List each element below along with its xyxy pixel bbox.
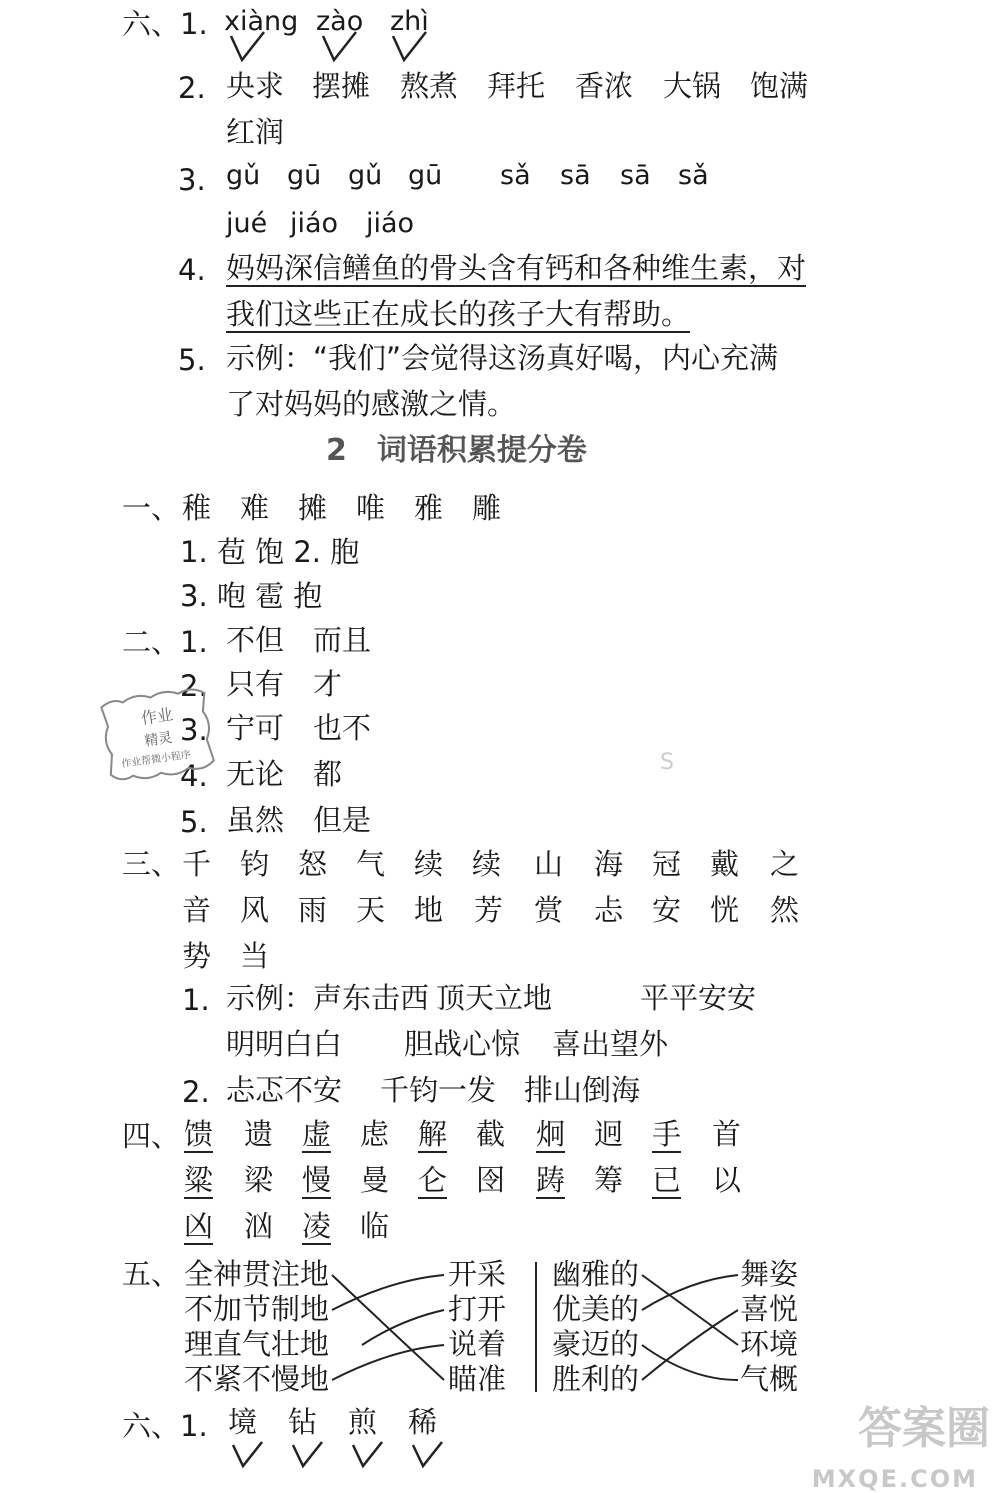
match-adj: 优美的 [552, 1292, 640, 1326]
char: 怒 [298, 847, 328, 881]
char: 煎 [348, 1405, 378, 1439]
match-left: 理直气壮地 [184, 1327, 330, 1361]
char: 凌 [302, 1209, 332, 1243]
match-line [642, 1345, 738, 1380]
stamp-mid: 精灵 [143, 729, 174, 750]
pinyin: sǎ [500, 160, 531, 191]
char: 摊 [298, 491, 328, 525]
word: 香浓 [575, 69, 634, 103]
match-mid: 开采 [448, 1257, 507, 1291]
match-left: 全神贯注地 [184, 1257, 330, 1291]
match-line [642, 1275, 738, 1310]
char: 然 [770, 893, 800, 927]
pinyin: sā [620, 160, 651, 191]
char: 虑 [360, 1117, 390, 1151]
answer-line: 胆战心惊 [404, 1027, 521, 1061]
pinyin: gū [287, 160, 322, 191]
answer-line: 无论 都 [226, 757, 343, 791]
char: 梁 [244, 1163, 274, 1197]
char: 忐 [594, 893, 624, 927]
pinyin: gū [408, 160, 443, 191]
answer-line: 3. 咆 雹 抱 [180, 579, 323, 613]
watermark-url: MXQE.COM [811, 1465, 978, 1493]
char: 境 [228, 1405, 258, 1439]
section-label-4: 四、 [122, 1119, 181, 1153]
char: 千 [182, 847, 212, 881]
char: 续 [414, 847, 444, 881]
match-adj: 豪迈的 [552, 1327, 640, 1361]
char: 解 [418, 1117, 448, 1151]
answer-line: 虽然 但是 [226, 803, 372, 837]
char: 馈 [184, 1117, 214, 1151]
char: 筹 [594, 1163, 624, 1197]
match-mid: 打开 [448, 1292, 507, 1326]
match-adj: 幽雅的 [552, 1257, 640, 1291]
check-mark-icon [350, 1440, 386, 1470]
answer-line: 顶天立地 [436, 981, 553, 1015]
stamp-bottom: 作业帮微小程序 [120, 749, 192, 771]
word: 红润 [226, 115, 285, 149]
section-title: 2 词语积累提分卷 [326, 433, 587, 468]
pinyin-2: zào [316, 6, 364, 37]
char: 截 [476, 1117, 506, 1151]
answer-line: 不但 而且 [226, 623, 372, 657]
match-line [332, 1275, 444, 1380]
match-right: 喜悦 [740, 1292, 799, 1326]
answer-line: 平平安安 [640, 981, 757, 1015]
word: 大锅 [663, 69, 722, 103]
stamp-top: 作业 [139, 704, 175, 728]
match-right: 气概 [740, 1362, 799, 1396]
char: 慢 [302, 1163, 332, 1197]
word: 央求 [226, 69, 285, 103]
answer-sentence: 妈妈深信鳝鱼的骨头含有钙和各种维生素，对 [226, 251, 807, 285]
q-num: 2. [178, 71, 206, 105]
watermark-logo: 答案圈 [858, 1403, 990, 1454]
char: 粱 [184, 1163, 214, 1197]
answer-line: 1. 苞 饱 2. 胞 [180, 535, 360, 569]
answer-sentence: 示例：“我们”会觉得这汤真好喝，内心充满 [226, 341, 779, 375]
match-line [332, 1275, 444, 1310]
char: 钻 [288, 1405, 318, 1439]
answer-sentence: 了对妈妈的感激之情。 [226, 387, 517, 421]
pinyin: jiáo [290, 208, 339, 239]
char: 手 [652, 1117, 682, 1151]
word: 饱满 [750, 69, 809, 103]
char: 唯 [356, 491, 386, 525]
q-num: 5. [180, 805, 208, 839]
match-right: 舞姿 [740, 1257, 799, 1291]
answer-line: 示例：声东击西 [226, 981, 430, 1015]
answer-line: 喜出望外 [552, 1027, 669, 1061]
match-mid: 说着 [448, 1327, 507, 1361]
word: 拜托 [487, 69, 546, 103]
q-num: 3. [180, 713, 208, 747]
char: 稚 [182, 491, 212, 525]
section-label-3: 三、 [122, 847, 181, 881]
q-num: 4. [178, 253, 206, 287]
match-line [332, 1345, 444, 1380]
char: 首 [712, 1117, 742, 1151]
char: 势 [182, 939, 212, 973]
q-num: 1. [182, 983, 210, 1017]
answer-line: 明明白白 [226, 1027, 343, 1061]
pinyin: gǔ [226, 160, 261, 191]
q-num: 2. [180, 669, 208, 703]
pinyin: sǎ [678, 160, 709, 191]
q-num: 4. [180, 759, 208, 793]
pinyin: jué [226, 208, 268, 239]
q-num: 5. [178, 343, 206, 377]
char: 稀 [408, 1405, 438, 1439]
check-mark-icon [410, 1440, 446, 1470]
char: 戴 [710, 847, 740, 881]
char: 炯 [536, 1117, 566, 1151]
char: 钧 [240, 847, 270, 881]
q-num: 3. [178, 163, 206, 197]
char: 续 [472, 847, 502, 881]
char: 汹 [244, 1209, 274, 1243]
char: 凶 [184, 1209, 214, 1243]
char: 雨 [298, 893, 328, 927]
check-mark-icon [230, 1440, 266, 1470]
char: 音 [182, 893, 212, 927]
answer-sentence: 我们这些正在成长的孩子大有帮助。 [226, 297, 691, 331]
answer-line: 只有 才 [226, 667, 343, 701]
word: 熬煮 [400, 69, 459, 103]
char: 雅 [414, 491, 444, 525]
char: 赏 [534, 893, 564, 927]
check-mark-icon [290, 1440, 326, 1470]
pinyin: sā [560, 160, 591, 191]
section-label-1: 一、 [122, 491, 181, 525]
char: 虚 [302, 1117, 332, 1151]
char: 曼 [360, 1163, 390, 1197]
section-label-2: 二、1. [122, 625, 208, 659]
match-mid: 瞄准 [448, 1362, 507, 1396]
pinyin: gǔ [348, 160, 383, 191]
char: 芳 [474, 893, 504, 927]
char: 恍 [710, 893, 740, 927]
match-right: 环境 [740, 1327, 799, 1361]
char: 难 [240, 491, 270, 525]
answer-line: 忐忑不安 [226, 1073, 343, 1107]
match-line [642, 1310, 738, 1380]
q-num: 2. [182, 1075, 210, 1109]
char: 气 [356, 847, 386, 881]
answer-line: 千钧一发 [380, 1073, 497, 1107]
pinyin: jiáo [366, 208, 415, 239]
match-left: 不紧不慢地 [184, 1362, 330, 1396]
char: 当 [240, 939, 270, 973]
section-label-5: 五、 [122, 1257, 181, 1291]
answer-line: 宁可 也不 [226, 711, 372, 745]
stray-mark: S [660, 750, 674, 775]
answer-line: 排山倒海 [524, 1073, 641, 1107]
char: 仑 [418, 1163, 448, 1197]
char: 海 [594, 847, 624, 881]
char: 囹 [476, 1163, 506, 1197]
word: 摆摊 [312, 69, 371, 103]
pinyin-3: zhì [390, 6, 429, 37]
char: 遗 [244, 1117, 274, 1151]
section-label-6b: 六、1. [122, 1409, 208, 1443]
char: 临 [360, 1209, 390, 1243]
char: 风 [240, 893, 270, 927]
char: 迥 [594, 1117, 624, 1151]
char: 之 [770, 847, 800, 881]
char: 天 [356, 893, 386, 927]
char: 山 [534, 847, 564, 881]
char: 踌 [536, 1163, 566, 1197]
match-left: 不加节制地 [184, 1292, 330, 1326]
char: 冠 [652, 847, 682, 881]
char: 已 [652, 1163, 682, 1197]
char: 以 [712, 1163, 742, 1197]
char: 安 [652, 893, 682, 927]
pinyin-1: xiàng [224, 6, 299, 37]
char: 雕 [472, 491, 502, 525]
match-adj: 胜利的 [552, 1362, 640, 1396]
char: 地 [414, 893, 444, 927]
section-label-6: 六、1. [122, 7, 208, 41]
